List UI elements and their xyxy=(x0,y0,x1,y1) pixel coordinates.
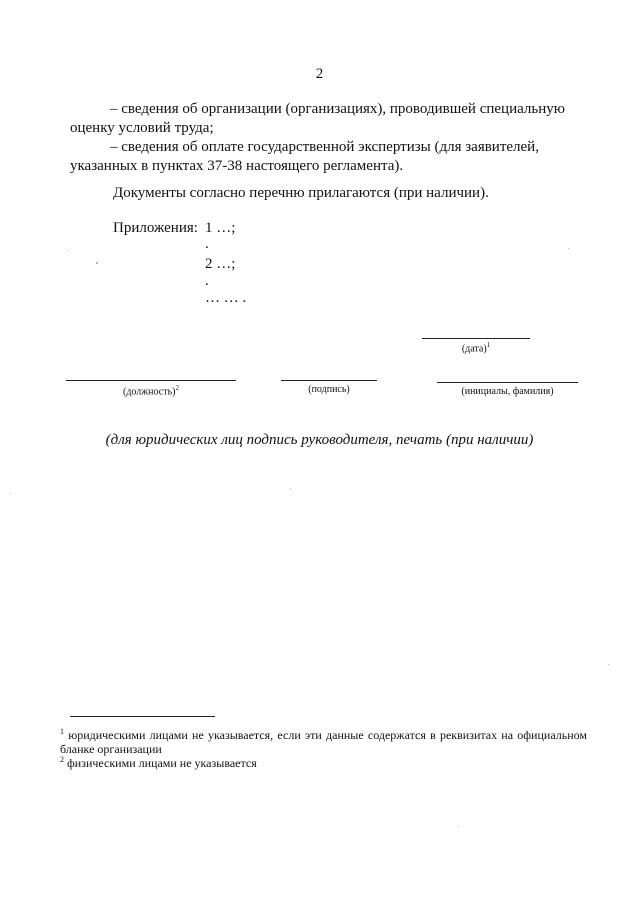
footnote-mark: 1 xyxy=(60,727,64,736)
scan-speck xyxy=(458,826,459,827)
attachment-dot: . xyxy=(205,236,209,252)
attachment-item-3: … … . xyxy=(205,290,247,306)
paragraph-line: указанных в пунктах 37-38 настоящего регламента). xyxy=(70,158,404,174)
date-caption: (дата)$^1$ xyxy=(461,341,491,355)
legal-entity-note: (для юридических лиц подпись руководителя, печать (при наличии) xyxy=(105,432,534,448)
signature-line xyxy=(281,380,377,381)
position-line xyxy=(66,380,236,381)
name-line xyxy=(437,382,578,383)
scan-speck xyxy=(568,248,569,249)
attachment-item-2: 2 …; xyxy=(205,256,236,272)
attachment-item-1: 1 …; xyxy=(205,220,236,236)
attachment-dot: . xyxy=(205,273,209,289)
footnote-text: физическими лицами не указывается xyxy=(67,756,257,770)
scan-speck xyxy=(68,250,69,251)
paragraph-line: – сведения об организации (организациях), проводившей специальную xyxy=(110,101,565,117)
position-caption: (должность)$^2$ xyxy=(123,384,179,398)
attachments-label: Приложения: xyxy=(113,220,198,236)
scan-speck xyxy=(10,493,11,494)
scan-speck xyxy=(608,664,609,665)
signature-caption: (подпись) xyxy=(308,384,350,395)
footnote-separator xyxy=(70,716,215,717)
scan-speck xyxy=(96,262,98,264)
footnote-2 xyxy=(60,753,587,770)
name-caption: (инициалы, фамилия) xyxy=(461,386,554,397)
documents-line: Документы согласно перечню прилагаются (при наличии). xyxy=(113,185,489,201)
paragraph-line: оценку условий труда; xyxy=(70,120,214,136)
paragraph-organization xyxy=(70,100,587,138)
paragraph-line: – сведения об оплате государственной экспертизы (для заявителей, xyxy=(110,139,539,155)
scan-speck xyxy=(290,488,291,489)
paragraph-payment xyxy=(70,138,587,176)
page-number: 2 xyxy=(315,66,324,82)
footnote-text: юридическими лицами не указывается, если эти данные содержатся в реквизитах на официальном бланке организации xyxy=(60,728,588,756)
footnote-mark: 2 xyxy=(60,755,64,764)
footnote-1 xyxy=(60,725,587,756)
date-line xyxy=(422,338,530,339)
